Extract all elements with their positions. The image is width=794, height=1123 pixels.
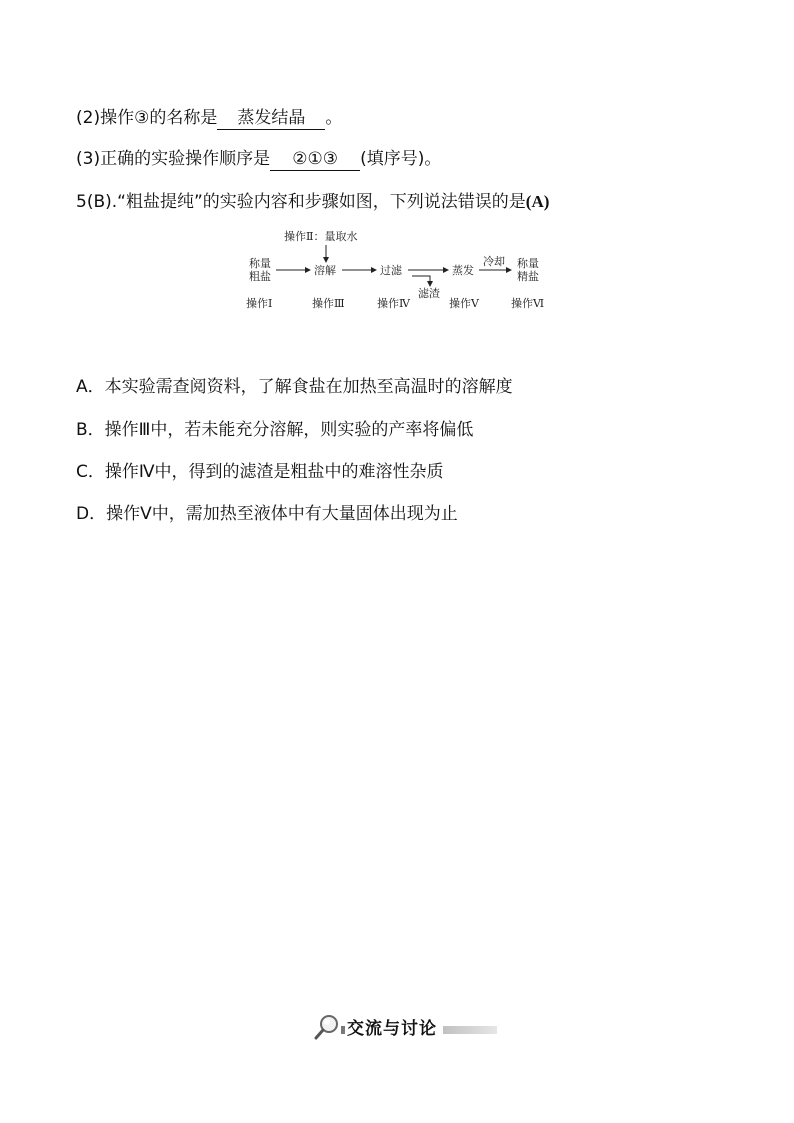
question-3-suffix: (填序号)。 [360, 149, 442, 169]
question-2-suffix: 。 [325, 108, 343, 128]
op5-label: 操作Ⅴ [449, 297, 479, 310]
arrow-filter-residue [412, 276, 430, 286]
residue-label: 滤渣 [418, 287, 440, 300]
op3-label: 操作Ⅲ [312, 297, 345, 310]
question-3-answer: ②①③ [270, 148, 360, 171]
end-label-top: 称量 [517, 257, 539, 270]
question-5-answer: (A) [525, 192, 550, 211]
option-b: B．操作Ⅲ中，若未能充分溶解，则实验的产率将偏低 [76, 420, 474, 440]
op1-label: 操作Ⅰ [246, 297, 273, 310]
filter-label: 过滤 [380, 264, 402, 277]
op2-label: 操作Ⅱ：量取水 [284, 230, 358, 243]
op4-label: 操作Ⅳ [377, 297, 410, 310]
section-header-title: 交流与讨论 [345, 1014, 443, 1039]
start-label-bottom: 粗盐 [249, 270, 271, 283]
end-label-bottom: 精盐 [517, 270, 539, 283]
op6-label: 操作Ⅵ [511, 297, 545, 310]
cool-label: 冷却 [483, 255, 505, 268]
question-2-answer: 蒸发结晶 [217, 107, 325, 130]
section-header [313, 1012, 498, 1042]
question-5-number: 5(B). [76, 192, 118, 212]
option-c: C．操作Ⅳ中，得到的滤渣是粗盐中的难溶性杂质 [76, 462, 444, 482]
evaporate-label: 蒸发 [452, 264, 474, 277]
option-a: A．本实验需查阅资料，了解食盐在加热至高温时的溶解度 [76, 377, 513, 397]
option-d: D．操作Ⅴ中，需加热至液体中有大量固体出现为止 [76, 504, 458, 524]
dissolve-label: 溶解 [314, 264, 336, 277]
question-5-stem: “粗盐提纯”的实验内容和步骤如图，下列说法错误的是 [117, 192, 526, 212]
flow-arrows [0, 0, 794, 400]
question-2-prefix: (2)操作③的名称是 [76, 108, 218, 128]
start-label-top: 称量 [249, 257, 271, 270]
question-3-prefix: (3)正确的实验操作顺序是 [76, 149, 271, 169]
